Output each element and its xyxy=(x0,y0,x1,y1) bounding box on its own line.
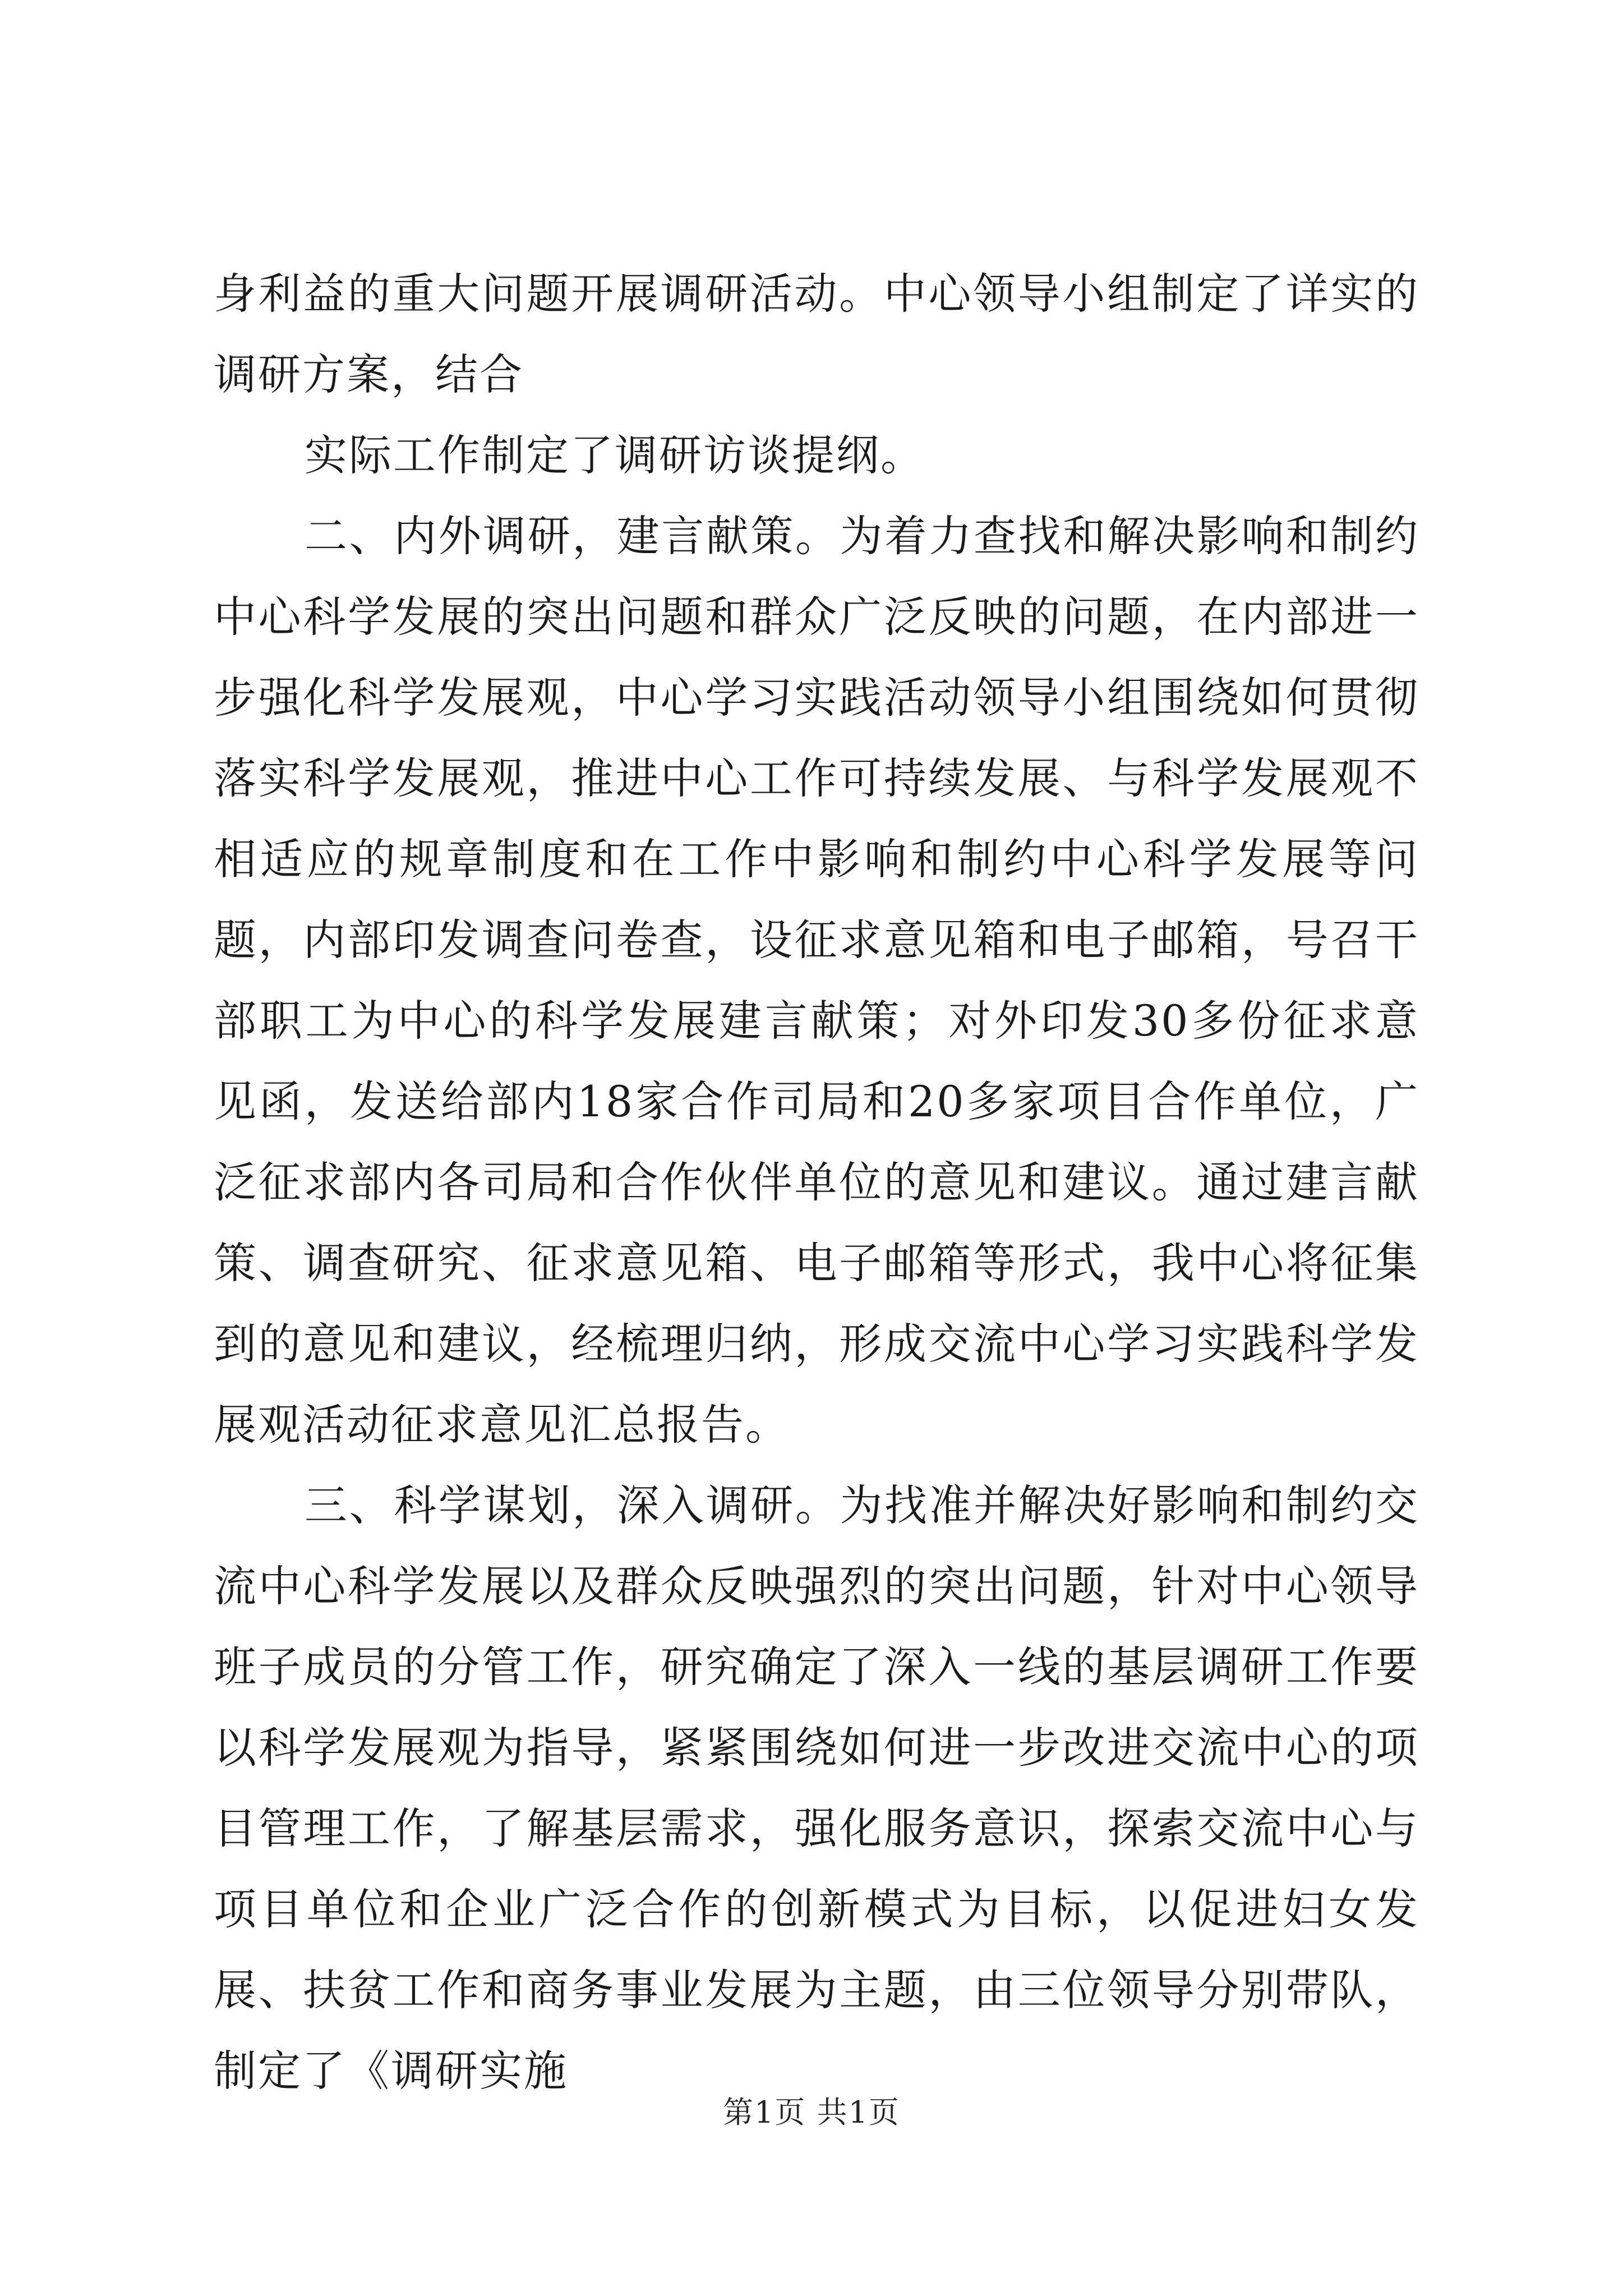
paragraph-1: 身利益的重大问题开展调研活动。中心领导小组制定了详实的调研方案，结合 xyxy=(214,269,1419,399)
paragraph-4: 三、科学谋划，深入调研。为找准并解决好影响和制约交流中心科学发展以及群众反映强烈的突出问题，针对中心领导班子成员的分管工作，研究确定了深入一线的基层调研工作要以科学发展观为指导，紧紧围绕如何进一步改进交流中心的项目管理工作，了解基层需求，强化服务意识，探索交流中心与项目单位和企业广泛合作的创新模式为目标，以促进妇女发展、扶贫工作和商务事业发展为主题，由三位领导分别带队，制定了《调研实施 xyxy=(214,1480,1419,2096)
page-footer xyxy=(0,2092,1623,2133)
page-number-label: 第1页 共1页 xyxy=(723,2095,900,2130)
document-body xyxy=(214,254,1419,2111)
paragraph-2: 实际工作制定了调研访谈提纲。 xyxy=(305,430,925,480)
paragraph-3: 二、内外调研，建言献策。为着力查找和解决影响和制约中心科学发展的突出问题和群众广泛反映的问题，在内部进一步强化科学发展观，中心学习实践活动领导小组围绕如何贯彻落实科学发展观，推进中心工作可持续发展、与科学发展观不相适应的规章制度和在工作中影响和制约中心科学发展等问题，内部印发调查问卷查，设征求意见箱和电子邮箱，号召干部职工为中心的科学发展建言献策；对外印发30多份征求意见函，发送给部内18家合作司局和20多家项目合作单位，广泛征求部内各司局和合作伙伴单位的意见和建议。通过建言献策、调查研究、征求意见箱、电子邮箱等形式，我中心将征集到的意见和建议，经梳理归纳，形成交流中心学习实践科学发展观活动征求意见汇总报告。 xyxy=(214,511,1419,1450)
